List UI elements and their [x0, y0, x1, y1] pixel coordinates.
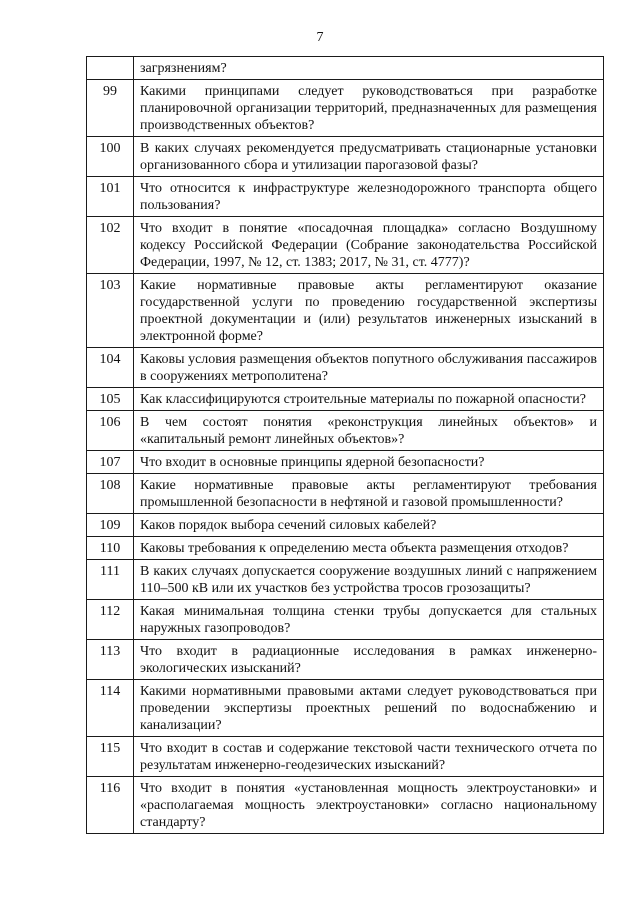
question-number: 116 — [87, 777, 134, 834]
question-text: Как классифицируются строительные материалы по пожарной опасности? — [134, 388, 604, 411]
question-row — [87, 560, 604, 600]
question-text: Какая минимальная толщина стенки трубы допускается для стальных наружных газопроводов? — [134, 600, 604, 640]
question-row — [87, 57, 604, 80]
question-row — [87, 600, 604, 640]
question-number: 101 — [87, 177, 134, 217]
question-text: В каких случаях допускается сооружение воздушных линий с напряжением 110–500 кВ или их участков без устройства тросов грозозащиты? — [134, 560, 604, 600]
question-row — [87, 640, 604, 680]
question-row — [87, 177, 604, 217]
question-text: В чем состоят понятия «реконструкция линейных объектов» и «капитальный ремонт линейных объектов»? — [134, 411, 604, 451]
question-text: Какими принципами следует руководствоваться при разработке планировочной организации территорий, предназначенных для размещения производственных объектов? — [134, 80, 604, 137]
question-text: Что входит в понятия «установленная мощность электроустановки» и «располагаемая мощность электроустановки» согласно национальному стандарту? — [134, 777, 604, 834]
question-number — [87, 57, 134, 80]
question-row — [87, 137, 604, 177]
question-text: Каков порядок выбора сечений силовых кабелей? — [134, 514, 604, 537]
question-row — [87, 451, 604, 474]
question-row — [87, 514, 604, 537]
question-number: 109 — [87, 514, 134, 537]
question-number: 102 — [87, 217, 134, 274]
question-number: 106 — [87, 411, 134, 451]
question-text: Что относится к инфраструктуре железнодорожного транспорта общего пользования? — [134, 177, 604, 217]
question-number: 103 — [87, 274, 134, 348]
question-text: Что входит в радиационные исследования в рамках инженерно-экологических изысканий? — [134, 640, 604, 680]
question-number: 108 — [87, 474, 134, 514]
question-row — [87, 537, 604, 560]
question-text: Какими нормативными правовыми актами следует руководствоваться при проведении экспертизы проектных решений по водоснабжению и канализации? — [134, 680, 604, 737]
question-row — [87, 388, 604, 411]
question-row — [87, 348, 604, 388]
question-row — [87, 474, 604, 514]
question-text: Что входит в состав и содержание текстовой части технического отчета по результатам инженерно-геодезических изысканий? — [134, 737, 604, 777]
question-text: Каковы требования к определению места объекта размещения отходов? — [134, 537, 604, 560]
questions-table — [86, 56, 604, 834]
question-text: Какие нормативные правовые акты регламентируют оказание государственной услуги по проведению государственной экспертизы проектной документации и (или) результатов инженерных изысканий в электронной форме? — [134, 274, 604, 348]
questions-table-body — [87, 57, 604, 834]
question-number: 115 — [87, 737, 134, 777]
page-number: 7 — [316, 30, 324, 45]
question-text: Какие нормативные правовые акты регламентируют требования промышленной безопасности в нефтяной и газовой промышленности? — [134, 474, 604, 514]
question-row — [87, 411, 604, 451]
question-number: 112 — [87, 600, 134, 640]
question-number: 111 — [87, 560, 134, 600]
question-text: Что входит в понятие «посадочная площадка» согласно Воздушному кодексу Российской Федерации (Собрание законодательства Российской Федерации, 1997, № 12, ст. 1383; 2017, № 31, ст. 4777)? — [134, 217, 604, 274]
question-number: 110 — [87, 537, 134, 560]
question-row — [87, 217, 604, 274]
question-number: 100 — [87, 137, 134, 177]
question-text: В каких случаях рекомендуется предусматривать стационарные установки организованного сбора и утилизации парогазовой фазы? — [134, 137, 604, 177]
question-text: Каковы условия размещения объектов попутного обслуживания пассажиров в сооружениях метрополитена? — [134, 348, 604, 388]
question-number: 107 — [87, 451, 134, 474]
question-row — [87, 777, 604, 834]
question-text: загрязнениям? — [134, 57, 604, 80]
question-row — [87, 274, 604, 348]
question-row — [87, 680, 604, 737]
question-number: 104 — [87, 348, 134, 388]
question-row — [87, 737, 604, 777]
question-number: 113 — [87, 640, 134, 680]
question-number: 99 — [87, 80, 134, 137]
question-number: 114 — [87, 680, 134, 737]
question-row — [87, 80, 604, 137]
question-text: Что входит в основные принципы ядерной безопасности? — [134, 451, 604, 474]
question-number: 105 — [87, 388, 134, 411]
